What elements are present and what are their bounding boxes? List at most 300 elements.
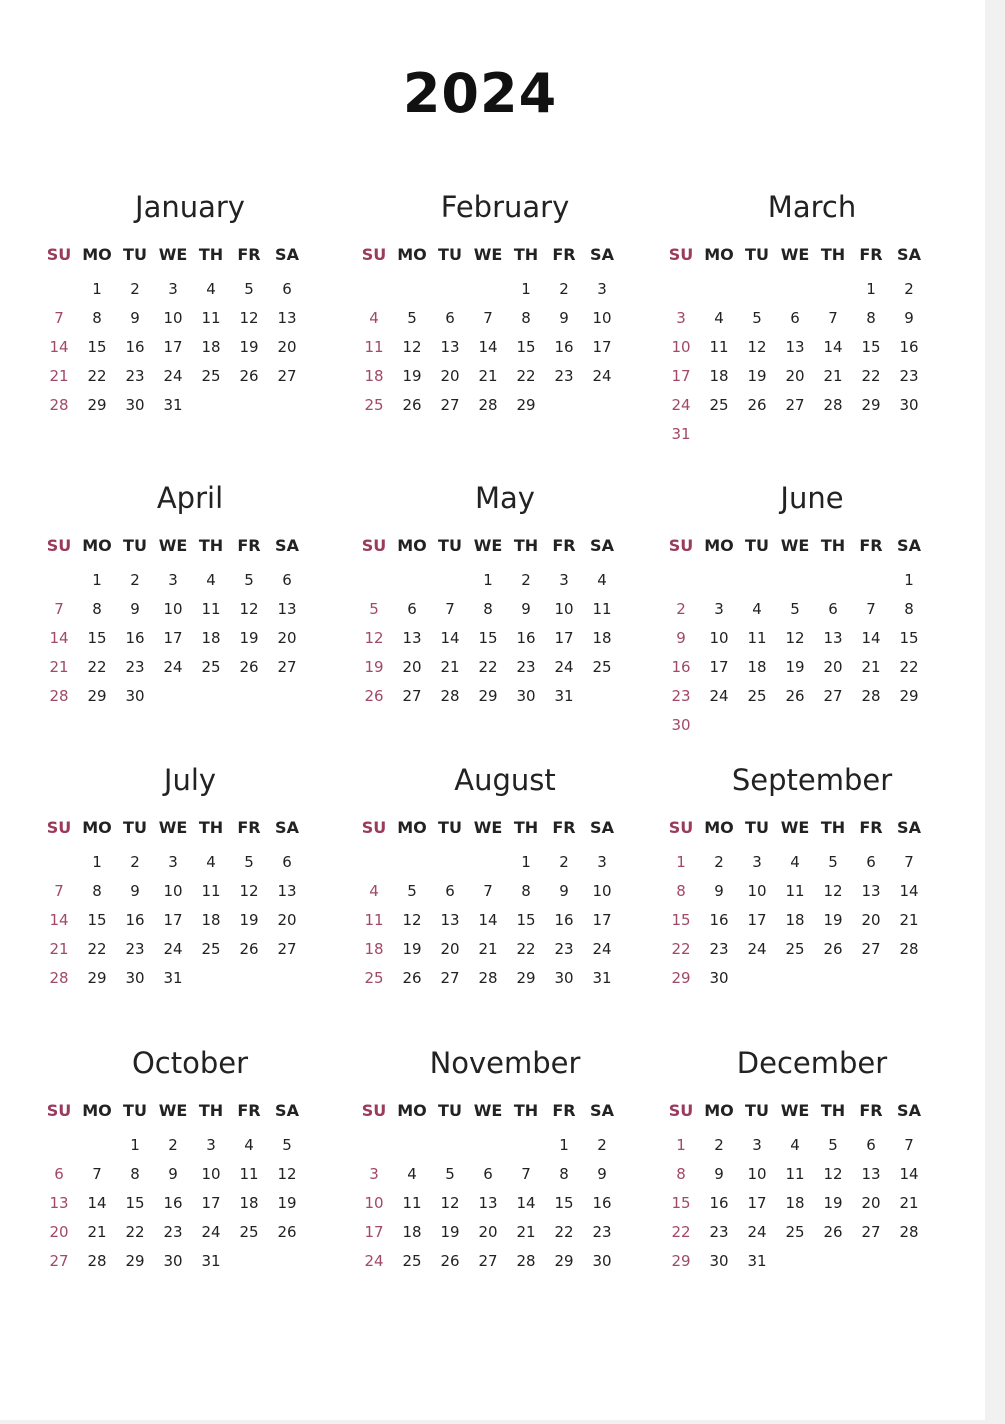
day-cell: 15 bbox=[516, 338, 536, 356]
empty-cell bbox=[431, 852, 469, 881]
day-cell: 30 bbox=[592, 1252, 612, 1270]
weekday-header: WE bbox=[158, 818, 188, 837]
empty-cell bbox=[393, 852, 431, 881]
day-cell: 7 bbox=[866, 600, 876, 618]
weekday-header: MO bbox=[397, 1101, 427, 1120]
day-cell: 3 bbox=[597, 280, 607, 298]
day-cell: 28 bbox=[478, 396, 498, 414]
day-cell: 22 bbox=[516, 367, 536, 385]
day-cell: 13 bbox=[277, 882, 297, 900]
day-cell: 14 bbox=[49, 629, 69, 647]
day-cell: 1 bbox=[92, 571, 102, 589]
weekday-header: TU bbox=[123, 245, 147, 264]
day-cell: 6 bbox=[282, 280, 292, 298]
day-cell: 16 bbox=[899, 338, 919, 356]
day-cell: 8 bbox=[483, 600, 493, 618]
day-cell: 20 bbox=[277, 911, 297, 929]
month-name: October bbox=[131, 1046, 249, 1080]
day-cell: 3 bbox=[752, 1136, 762, 1154]
weekday-header: TU bbox=[438, 245, 462, 264]
day-cell: 23 bbox=[671, 687, 691, 705]
day-cell: 17 bbox=[671, 367, 691, 385]
day-cell: 10 bbox=[364, 1194, 384, 1212]
weekday-header: SU bbox=[668, 1101, 694, 1120]
weekday-header: TU bbox=[438, 1101, 462, 1120]
weekday-header: SA bbox=[590, 818, 614, 837]
day-cell: 14 bbox=[49, 911, 69, 929]
weekday-header: MO bbox=[704, 818, 734, 837]
day-cell: 31 bbox=[592, 969, 612, 987]
empty-cell bbox=[700, 570, 738, 599]
weekday-header: MO bbox=[704, 536, 734, 555]
weekday-header: WE bbox=[158, 245, 188, 264]
day-grid bbox=[355, 1101, 655, 1280]
day-cell: 13 bbox=[478, 1194, 498, 1212]
day-cell: 27 bbox=[823, 687, 843, 705]
day-cell: 6 bbox=[282, 853, 292, 871]
day-cell: 23 bbox=[709, 1223, 729, 1241]
day-cell: 22 bbox=[87, 367, 107, 385]
month-name: May bbox=[475, 481, 535, 515]
weekday-header: MO bbox=[82, 818, 112, 837]
day-cell: 20 bbox=[402, 658, 422, 676]
weekday-header: WE bbox=[780, 536, 810, 555]
empty-cell bbox=[507, 1135, 545, 1164]
day-cell: 10 bbox=[709, 629, 729, 647]
day-cell: 28 bbox=[861, 687, 881, 705]
weekday-header: SA bbox=[897, 1101, 921, 1120]
weekday-header: SU bbox=[46, 536, 72, 555]
weekday-header: TH bbox=[198, 245, 224, 264]
weekday-header: TH bbox=[820, 1101, 846, 1120]
day-cell: 27 bbox=[440, 969, 460, 987]
day-cell: 29 bbox=[671, 969, 691, 987]
day-cell: 1 bbox=[559, 1136, 569, 1154]
weekday-header: TH bbox=[198, 536, 224, 555]
day-cell: 18 bbox=[201, 338, 221, 356]
empty-cell bbox=[738, 279, 776, 308]
weekday-header: WE bbox=[158, 536, 188, 555]
day-cell: 7 bbox=[828, 309, 838, 327]
empty-cell bbox=[40, 852, 78, 881]
month-name: December bbox=[736, 1046, 888, 1080]
day-cell: 15 bbox=[671, 911, 691, 929]
day-cell: 5 bbox=[790, 600, 800, 618]
weekday-header: TH bbox=[513, 536, 539, 555]
day-cell: 21 bbox=[823, 367, 843, 385]
day-cell: 26 bbox=[239, 658, 259, 676]
day-cell: 21 bbox=[49, 940, 69, 958]
day-cell: 21 bbox=[516, 1223, 536, 1241]
day-cell: 10 bbox=[163, 600, 183, 618]
day-cell: 29 bbox=[87, 396, 107, 414]
day-cell: 11 bbox=[201, 309, 221, 327]
day-cell: 29 bbox=[516, 969, 536, 987]
day-cell: 16 bbox=[125, 629, 145, 647]
weekday-header: TH bbox=[198, 818, 224, 837]
day-cell: 11 bbox=[364, 338, 384, 356]
day-cell: 31 bbox=[747, 1252, 767, 1270]
day-cell: 30 bbox=[899, 396, 919, 414]
day-cell: 15 bbox=[87, 338, 107, 356]
day-cell: 9 bbox=[714, 882, 724, 900]
empty-cell bbox=[776, 570, 814, 599]
empty-cell bbox=[738, 570, 776, 599]
day-cell: 5 bbox=[407, 309, 417, 327]
day-cell: 7 bbox=[54, 882, 64, 900]
empty-cell bbox=[814, 570, 852, 599]
empty-cell bbox=[40, 1135, 78, 1164]
weekday-header: TU bbox=[438, 818, 462, 837]
day-cell: 24 bbox=[747, 940, 767, 958]
day-cell: 1 bbox=[130, 1136, 140, 1154]
day-cell: 1 bbox=[483, 571, 493, 589]
weekday-header: SA bbox=[590, 1101, 614, 1120]
day-cell: 16 bbox=[125, 338, 145, 356]
day-cell: 27 bbox=[49, 1252, 69, 1270]
day-cell: 7 bbox=[54, 600, 64, 618]
day-cell: 16 bbox=[554, 338, 574, 356]
day-cell: 4 bbox=[790, 853, 800, 871]
day-cell: 14 bbox=[861, 629, 881, 647]
day-cell: 11 bbox=[709, 338, 729, 356]
weekday-header: SA bbox=[275, 1101, 299, 1120]
month-name: January bbox=[135, 190, 245, 224]
day-cell: 18 bbox=[201, 911, 221, 929]
day-grid bbox=[662, 536, 962, 744]
day-cell: 10 bbox=[592, 882, 612, 900]
day-cell: 12 bbox=[785, 629, 805, 647]
weekday-header: SA bbox=[897, 818, 921, 837]
day-cell: 10 bbox=[163, 882, 183, 900]
weekday-header: SU bbox=[46, 818, 72, 837]
empty-cell bbox=[40, 570, 78, 599]
day-cell: 23 bbox=[125, 940, 145, 958]
day-cell: 1 bbox=[92, 280, 102, 298]
day-cell: 29 bbox=[87, 969, 107, 987]
day-cell: 29 bbox=[478, 687, 498, 705]
day-cell: 3 bbox=[168, 571, 178, 589]
day-cell: 20 bbox=[861, 1194, 881, 1212]
day-cell: 17 bbox=[163, 911, 183, 929]
day-cell: 15 bbox=[671, 1194, 691, 1212]
weekday-header: SU bbox=[46, 1101, 72, 1120]
day-cell: 22 bbox=[125, 1223, 145, 1241]
day-cell: 24 bbox=[163, 940, 183, 958]
day-cell: 7 bbox=[92, 1165, 102, 1183]
day-cell: 17 bbox=[747, 1194, 767, 1212]
day-cell: 8 bbox=[676, 882, 686, 900]
weekday-header: SA bbox=[590, 245, 614, 264]
day-cell: 14 bbox=[899, 882, 919, 900]
weekday-header: SU bbox=[361, 245, 387, 264]
day-grid bbox=[355, 245, 655, 424]
month-name: July bbox=[163, 763, 217, 797]
day-cell: 23 bbox=[592, 1223, 612, 1241]
day-cell: 30 bbox=[709, 1252, 729, 1270]
empty-cell bbox=[700, 279, 738, 308]
day-cell: 11 bbox=[747, 629, 767, 647]
weekday-header: FR bbox=[859, 1101, 883, 1120]
weekday-header: WE bbox=[473, 1101, 503, 1120]
day-cell: 25 bbox=[747, 687, 767, 705]
day-cell: 23 bbox=[709, 940, 729, 958]
day-cell: 25 bbox=[592, 658, 612, 676]
weekday-header: SU bbox=[668, 245, 694, 264]
day-cell: 13 bbox=[823, 629, 843, 647]
day-cell: 22 bbox=[554, 1223, 574, 1241]
day-cell: 11 bbox=[592, 600, 612, 618]
day-cell: 11 bbox=[785, 1165, 805, 1183]
day-cell: 26 bbox=[364, 687, 384, 705]
day-cell: 21 bbox=[87, 1223, 107, 1241]
day-cell: 7 bbox=[904, 853, 914, 871]
day-cell: 4 bbox=[714, 309, 724, 327]
day-cell: 9 bbox=[597, 1165, 607, 1183]
day-cell: 14 bbox=[87, 1194, 107, 1212]
day-cell: 12 bbox=[440, 1194, 460, 1212]
weekday-header: TU bbox=[123, 536, 147, 555]
empty-cell bbox=[776, 279, 814, 308]
day-cell: 30 bbox=[554, 969, 574, 987]
day-cell: 12 bbox=[364, 629, 384, 647]
day-cell: 8 bbox=[130, 1165, 140, 1183]
empty-cell bbox=[393, 570, 431, 599]
day-cell: 8 bbox=[92, 309, 102, 327]
day-cell: 28 bbox=[49, 396, 69, 414]
day-cell: 30 bbox=[125, 969, 145, 987]
day-cell: 2 bbox=[559, 280, 569, 298]
day-cell: 18 bbox=[709, 367, 729, 385]
day-cell: 28 bbox=[87, 1252, 107, 1270]
day-cell: 9 bbox=[559, 882, 569, 900]
day-grid bbox=[355, 818, 655, 997]
day-cell: 19 bbox=[823, 1194, 843, 1212]
day-cell: 29 bbox=[125, 1252, 145, 1270]
day-cell: 26 bbox=[823, 940, 843, 958]
day-cell: 26 bbox=[239, 940, 259, 958]
day-cell: 13 bbox=[402, 629, 422, 647]
day-cell: 7 bbox=[904, 1136, 914, 1154]
day-cell: 5 bbox=[828, 853, 838, 871]
day-cell: 28 bbox=[516, 1252, 536, 1270]
day-cell: 9 bbox=[676, 629, 686, 647]
day-cell: 4 bbox=[369, 309, 379, 327]
day-cell: 21 bbox=[49, 658, 69, 676]
day-cell: 19 bbox=[277, 1194, 297, 1212]
day-cell: 18 bbox=[201, 629, 221, 647]
day-cell: 26 bbox=[785, 687, 805, 705]
day-cell: 15 bbox=[87, 629, 107, 647]
day-cell: 4 bbox=[752, 600, 762, 618]
weekday-header: SU bbox=[668, 818, 694, 837]
day-grid bbox=[40, 536, 340, 715]
year-title: 2024 bbox=[402, 62, 558, 125]
weekday-header: SU bbox=[668, 536, 694, 555]
empty-cell bbox=[469, 279, 507, 308]
day-cell: 12 bbox=[823, 882, 843, 900]
day-cell: 16 bbox=[592, 1194, 612, 1212]
empty-cell bbox=[662, 279, 700, 308]
day-cell: 28 bbox=[899, 1223, 919, 1241]
day-cell: 18 bbox=[785, 1194, 805, 1212]
empty-cell bbox=[393, 1135, 431, 1164]
weekday-header: MO bbox=[397, 536, 427, 555]
empty-cell bbox=[40, 279, 78, 308]
weekday-header: TU bbox=[438, 536, 462, 555]
day-cell: 2 bbox=[904, 280, 914, 298]
weekday-header: SA bbox=[897, 245, 921, 264]
day-cell: 25 bbox=[785, 940, 805, 958]
weekday-header: FR bbox=[237, 536, 261, 555]
day-cell: 25 bbox=[201, 367, 221, 385]
day-cell: 14 bbox=[823, 338, 843, 356]
day-cell: 17 bbox=[364, 1223, 384, 1241]
day-cell: 12 bbox=[277, 1165, 297, 1183]
day-cell: 3 bbox=[714, 600, 724, 618]
day-cell: 10 bbox=[163, 309, 183, 327]
day-cell: 3 bbox=[168, 280, 178, 298]
day-cell: 22 bbox=[87, 658, 107, 676]
day-grid bbox=[662, 818, 962, 997]
day-cell: 10 bbox=[201, 1165, 221, 1183]
day-cell: 28 bbox=[49, 687, 69, 705]
day-cell: 21 bbox=[478, 940, 498, 958]
day-cell: 5 bbox=[752, 309, 762, 327]
day-cell: 16 bbox=[163, 1194, 183, 1212]
day-cell: 20 bbox=[440, 940, 460, 958]
day-cell: 6 bbox=[282, 571, 292, 589]
empty-cell bbox=[78, 1135, 116, 1164]
day-cell: 8 bbox=[521, 882, 531, 900]
day-cell: 3 bbox=[168, 853, 178, 871]
day-cell: 6 bbox=[445, 882, 455, 900]
day-cell: 4 bbox=[206, 571, 216, 589]
weekday-header: FR bbox=[552, 1101, 576, 1120]
day-cell: 4 bbox=[244, 1136, 254, 1154]
empty-cell bbox=[355, 570, 393, 599]
weekday-header: WE bbox=[473, 818, 503, 837]
day-cell: 11 bbox=[201, 882, 221, 900]
day-cell: 8 bbox=[866, 309, 876, 327]
day-cell: 22 bbox=[87, 940, 107, 958]
weekday-header: SU bbox=[361, 536, 387, 555]
day-cell: 17 bbox=[163, 629, 183, 647]
day-cell: 25 bbox=[402, 1252, 422, 1270]
day-cell: 19 bbox=[440, 1223, 460, 1241]
day-cell: 24 bbox=[592, 367, 612, 385]
day-cell: 31 bbox=[163, 396, 183, 414]
weekday-header: MO bbox=[82, 536, 112, 555]
weekday-header: SU bbox=[361, 818, 387, 837]
day-cell: 21 bbox=[49, 367, 69, 385]
weekday-header: TH bbox=[513, 1101, 539, 1120]
day-cell: 12 bbox=[402, 338, 422, 356]
day-cell: 7 bbox=[445, 600, 455, 618]
day-cell: 3 bbox=[206, 1136, 216, 1154]
day-cell: 5 bbox=[369, 600, 379, 618]
day-cell: 29 bbox=[899, 687, 919, 705]
weekday-header: FR bbox=[237, 1101, 261, 1120]
day-cell: 30 bbox=[125, 396, 145, 414]
weekday-header: TH bbox=[198, 1101, 224, 1120]
day-cell: 4 bbox=[369, 882, 379, 900]
day-cell: 28 bbox=[440, 687, 460, 705]
day-cell: 5 bbox=[244, 280, 254, 298]
weekday-header: FR bbox=[859, 818, 883, 837]
day-cell: 24 bbox=[201, 1223, 221, 1241]
day-cell: 21 bbox=[899, 911, 919, 929]
weekday-header: SU bbox=[361, 1101, 387, 1120]
day-cell: 31 bbox=[671, 425, 691, 443]
day-cell: 4 bbox=[206, 853, 216, 871]
day-cell: 22 bbox=[516, 940, 536, 958]
day-cell: 5 bbox=[828, 1136, 838, 1154]
day-cell: 16 bbox=[516, 629, 536, 647]
day-cell: 11 bbox=[201, 600, 221, 618]
day-cell: 2 bbox=[559, 853, 569, 871]
weekday-header: FR bbox=[859, 245, 883, 264]
day-cell: 16 bbox=[554, 911, 574, 929]
day-cell: 27 bbox=[785, 396, 805, 414]
day-cell: 28 bbox=[823, 396, 843, 414]
day-cell: 27 bbox=[277, 940, 297, 958]
day-cell: 5 bbox=[282, 1136, 292, 1154]
day-cell: 20 bbox=[49, 1223, 69, 1241]
day-cell: 19 bbox=[823, 911, 843, 929]
day-cell: 10 bbox=[592, 309, 612, 327]
day-cell: 6 bbox=[866, 853, 876, 871]
day-cell: 15 bbox=[554, 1194, 574, 1212]
day-cell: 14 bbox=[478, 911, 498, 929]
weekday-header: MO bbox=[82, 1101, 112, 1120]
day-cell: 19 bbox=[239, 911, 259, 929]
day-cell: 20 bbox=[478, 1223, 498, 1241]
day-cell: 30 bbox=[516, 687, 536, 705]
day-cell: 23 bbox=[554, 940, 574, 958]
weekday-header: TH bbox=[513, 245, 539, 264]
day-cell: 4 bbox=[790, 1136, 800, 1154]
day-cell: 5 bbox=[445, 1165, 455, 1183]
day-cell: 26 bbox=[747, 396, 767, 414]
empty-cell bbox=[431, 279, 469, 308]
day-cell: 3 bbox=[597, 853, 607, 871]
day-cell: 23 bbox=[516, 658, 536, 676]
day-cell: 11 bbox=[785, 882, 805, 900]
day-cell: 8 bbox=[559, 1165, 569, 1183]
day-cell: 14 bbox=[516, 1194, 536, 1212]
day-cell: 21 bbox=[899, 1194, 919, 1212]
weekday-header: TU bbox=[745, 818, 769, 837]
day-cell: 1 bbox=[521, 853, 531, 871]
day-cell: 9 bbox=[521, 600, 531, 618]
day-grid bbox=[662, 1101, 962, 1280]
weekday-header: WE bbox=[780, 245, 810, 264]
day-cell: 26 bbox=[823, 1223, 843, 1241]
day-cell: 2 bbox=[130, 280, 140, 298]
day-cell: 1 bbox=[676, 1136, 686, 1154]
day-cell: 8 bbox=[904, 600, 914, 618]
day-cell: 2 bbox=[521, 571, 531, 589]
day-cell: 15 bbox=[125, 1194, 145, 1212]
day-cell: 31 bbox=[163, 969, 183, 987]
weekday-header: MO bbox=[397, 818, 427, 837]
day-cell: 29 bbox=[861, 396, 881, 414]
day-cell: 24 bbox=[747, 1223, 767, 1241]
day-cell: 17 bbox=[592, 338, 612, 356]
weekday-header: TU bbox=[123, 818, 147, 837]
day-cell: 17 bbox=[592, 911, 612, 929]
